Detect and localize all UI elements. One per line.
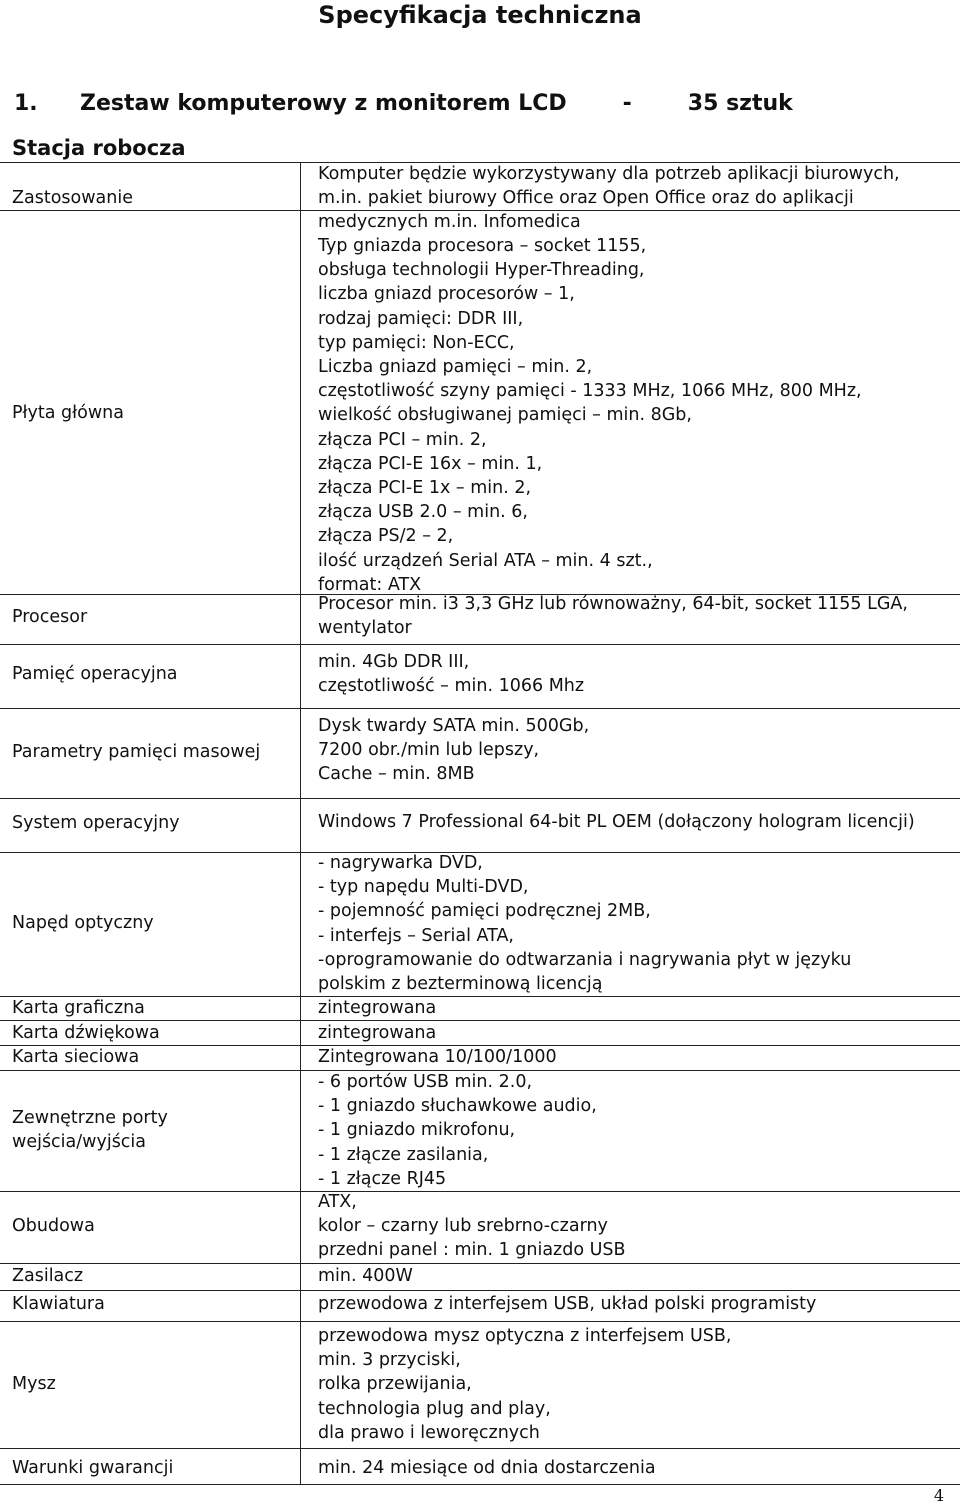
section-name: Zestaw komputerowy z monitorem LCD bbox=[80, 91, 567, 116]
row-value bbox=[318, 1021, 948, 1045]
row-label: Karta dźwiękowa bbox=[12, 1023, 160, 1043]
value-line: częstotliwość szyny pamięci - 1333 MHz, 1066 MHz, 800 MHz, bbox=[318, 381, 862, 402]
row-label: Pamięć operacyjna bbox=[12, 664, 178, 684]
value-line: Komputer będzie wykorzystywany dla potrzeb aplikacji biurowych, bbox=[318, 164, 900, 184]
row-divider bbox=[0, 1321, 960, 1322]
value-line: - 1 złącze zasilania, bbox=[318, 1144, 489, 1165]
value-line: - pojemność pamięci podręcznej 2MB, bbox=[318, 901, 651, 922]
row-label: Parametry pamięci masowej bbox=[12, 742, 261, 762]
value-line: - 1 złącze RJ45 bbox=[318, 1168, 447, 1189]
value-line: rolka przewijania, bbox=[318, 1374, 472, 1395]
row-label-line: wejścia/wyjścia bbox=[12, 1132, 147, 1152]
value-line: -oprogramowanie do odtwarzania i nagrywania płyt w języku bbox=[318, 949, 852, 970]
section-heading bbox=[14, 88, 793, 120]
value-line: złącza PS/2 – 2, bbox=[318, 526, 454, 547]
value-line: wielkość obsługiwanej pamięci – min. 8Gb, bbox=[318, 405, 692, 426]
row-divider bbox=[0, 644, 960, 645]
value-line: min. 400W bbox=[318, 1266, 413, 1286]
row-value bbox=[318, 1045, 948, 1069]
value-line: złącza PCI-E 16x – min. 1, bbox=[318, 453, 543, 474]
row-value bbox=[318, 1324, 948, 1445]
value-line: - 6 portów USB min. 2.0, bbox=[318, 1072, 533, 1092]
row-value bbox=[318, 996, 948, 1020]
row-divider bbox=[0, 1484, 960, 1485]
row-label: Zasilacz bbox=[12, 1266, 84, 1286]
value-line: format: ATX bbox=[318, 574, 422, 595]
value-line: złącza USB 2.0 – min. 6, bbox=[318, 502, 528, 523]
row-label-line: Zewnętrzne porty bbox=[12, 1108, 168, 1128]
row-value bbox=[318, 851, 948, 996]
value-line: Procesor min. i3 3,3 GHz lub równoważny, 64-bit, socket 1155 LGA, bbox=[318, 594, 908, 614]
value-line: medycznych m.in. Infomedica bbox=[318, 212, 581, 233]
value-line: Zintegrowana 10/100/1000 bbox=[318, 1047, 557, 1067]
page-title: Specyfikacja techniczna bbox=[318, 1, 642, 29]
value-line: Dysk twardy SATA min. 500Gb, bbox=[318, 716, 590, 736]
row-divider bbox=[0, 1290, 960, 1291]
value-line: złącza PCI – min. 2, bbox=[318, 429, 487, 450]
value-line: - 1 gniazdo słuchawkowe audio, bbox=[318, 1096, 597, 1117]
row-value bbox=[318, 1190, 948, 1263]
column-divider bbox=[300, 162, 301, 1484]
section-quantity: 35 sztuk bbox=[687, 91, 793, 116]
value-line: dla prawo i leworęcznych bbox=[318, 1422, 540, 1443]
row-value bbox=[318, 592, 948, 640]
row-value bbox=[318, 234, 948, 597]
row-label: System operacyjny bbox=[12, 813, 180, 833]
value-line: częstotliwość – min. 1066 Mhz bbox=[318, 676, 585, 697]
value-line: Liczba gniazd pamięci – min. 2, bbox=[318, 357, 593, 378]
value-line: Typ gniazda procesora – socket 1155, bbox=[318, 236, 647, 256]
value-line: min. 4Gb DDR III, bbox=[318, 652, 470, 672]
row-label: Procesor bbox=[12, 607, 88, 627]
row-value bbox=[318, 810, 948, 834]
value-line: ATX, bbox=[318, 1192, 357, 1212]
value-line: ilość urządzeń Serial ATA – min. 4 szt., bbox=[318, 550, 653, 571]
row-divider bbox=[0, 210, 960, 211]
row-label: Klawiatura bbox=[12, 1294, 105, 1314]
row-divider bbox=[0, 798, 960, 799]
value-line: min. 3 przyciski, bbox=[318, 1350, 461, 1371]
row-value bbox=[318, 1292, 948, 1316]
value-line: - nagrywarka DVD, bbox=[318, 853, 483, 873]
value-line: m.in. pakiet biurowy Office oraz Open Office oraz do aplikacji bbox=[318, 188, 854, 209]
value-line: przewodowa z interfejsem USB, układ polski programisty bbox=[318, 1294, 817, 1314]
table-header: Stacja robocza bbox=[12, 136, 186, 160]
row-value bbox=[318, 714, 948, 787]
row-label: Płyta główna bbox=[12, 403, 124, 423]
value-line: przedni panel : min. 1 gniazdo USB bbox=[318, 1240, 626, 1261]
row-label: Karta graficzna bbox=[12, 998, 145, 1018]
value-line: - 1 gniazdo mikrofonu, bbox=[318, 1120, 516, 1141]
row-value bbox=[318, 162, 948, 235]
row-value bbox=[318, 1456, 948, 1480]
value-line: technologia plug and play, bbox=[318, 1398, 551, 1419]
value-line: 7200 obr./min lub lepszy, bbox=[318, 740, 540, 761]
value-line: zintegrowana bbox=[318, 998, 437, 1018]
row-value bbox=[318, 1070, 948, 1191]
value-line: liczba gniazd procesorów – 1, bbox=[318, 284, 575, 305]
value-line: zintegrowana bbox=[318, 1023, 437, 1043]
row-label: Warunki gwarancji bbox=[12, 1458, 174, 1478]
value-line: Windows 7 Professional 64-bit PL OEM (dołączony hologram licencji) bbox=[318, 812, 915, 832]
value-line: Cache – min. 8MB bbox=[318, 764, 475, 785]
row-value bbox=[318, 650, 948, 698]
row-label: Obudowa bbox=[12, 1216, 95, 1236]
value-line: złącza PCI-E 1x – min. 2, bbox=[318, 478, 532, 499]
row-label bbox=[12, 1106, 168, 1154]
value-line: przewodowa mysz optyczna z interfejsem USB, bbox=[318, 1326, 732, 1346]
value-line: min. 24 miesiące od dnia dostarczenia bbox=[318, 1458, 656, 1478]
value-line: - typ napędu Multi-DVD, bbox=[318, 877, 529, 898]
row-label: Karta sieciowa bbox=[12, 1047, 140, 1067]
row-divider bbox=[0, 1448, 960, 1449]
row-label: Zastosowanie bbox=[12, 188, 133, 208]
section-number: 1. bbox=[14, 91, 38, 116]
value-line: - interfejs – Serial ATA, bbox=[318, 925, 514, 946]
row-divider bbox=[0, 708, 960, 709]
value-line: kolor – czarny lub srebrno-czarny bbox=[318, 1216, 608, 1237]
row-label: Napęd optyczny bbox=[12, 913, 154, 933]
row-label: Mysz bbox=[12, 1374, 56, 1394]
value-line: typ pamięci: Non-ECC, bbox=[318, 332, 515, 353]
page-number: 4 bbox=[933, 1486, 944, 1505]
value-line: polskim z bezterminową licencją bbox=[318, 974, 603, 995]
value-line: wentylator bbox=[318, 618, 412, 639]
row-value bbox=[318, 1264, 948, 1288]
value-line: rodzaj pamięci: DDR III, bbox=[318, 308, 524, 329]
section-dash: - bbox=[622, 91, 632, 116]
value-line: obsługa technologii Hyper-Threading, bbox=[318, 260, 645, 281]
